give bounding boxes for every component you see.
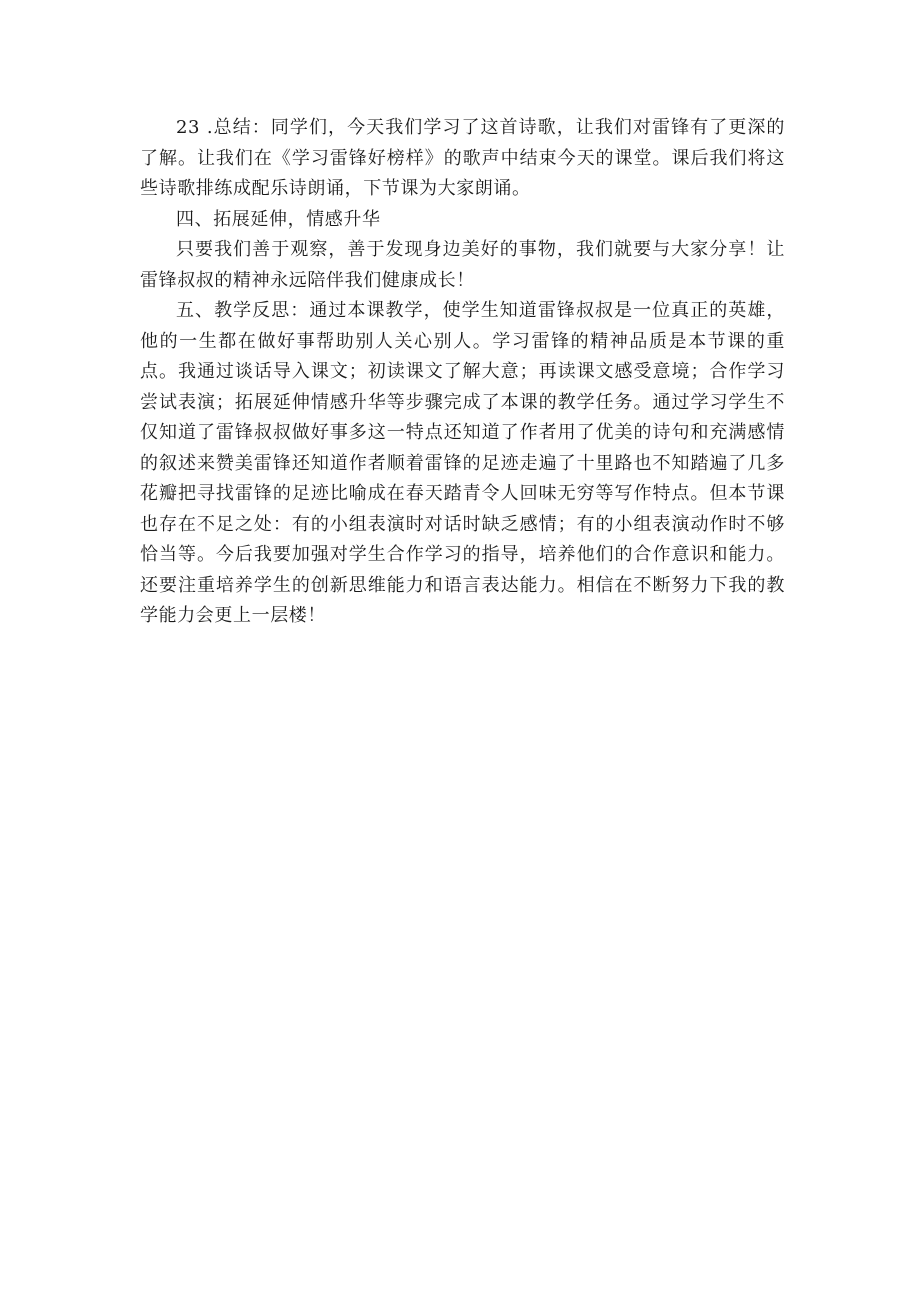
document-body <box>140 113 785 632</box>
teaching-reflection-paragraph: 五、教学反思：通过本课教学，使学生知道雷锋叔叔是一位真正的英雄，他的一生都在做好事帮助别人关心别人。学习雷锋的精神品质是本节课的重点。我通过谈话导入课文；初读课文了解大意；再读课文感受意境；合作学习尝试表演；拓展延伸情感升华等步骤完成了本课的教学任务。通过学习学生不仅知道了雷锋叔叔做好事多这一特点还知道了作者用了优美的诗句和充满感情的叙述来赞美雷锋还知道作者顺着雷锋的足迹走遍了十里路也不知踏遍了几多花瓣把寻找雷锋的足迹比喻成在春天踏青令人回味无穷等写作特点。但本节课也存在不足之处：有的小组表演时对话时缺乏感情；有的小组表演动作时不够恰当等。今后我要加强对学生合作学习的指导，培养他们的合作意识和能力。还要注重培养学生的创新思维能力和语言表达能力。相信在不断努力下我的教学能力会更上一层楼！ <box>140 300 785 626</box>
section-four-paragraph: 只要我们善于观察，善于发现身边美好的事物，我们就要与大家分享！让雷锋叔叔的精神永远陪伴我们健康成长！ <box>140 239 785 291</box>
section-four-heading: 四、拓展延伸，情感升华 <box>176 208 381 230</box>
summary-paragraph: 23 .总结：同学们，今天我们学习了这首诗歌，让我们对雷锋有了更深的了解。让我们在《学习雷锋好榜样》的歌声中结束今天的课堂。课后我们将这些诗歌排练成配乐诗朗诵，下节课为大家朗诵。 <box>140 117 785 199</box>
